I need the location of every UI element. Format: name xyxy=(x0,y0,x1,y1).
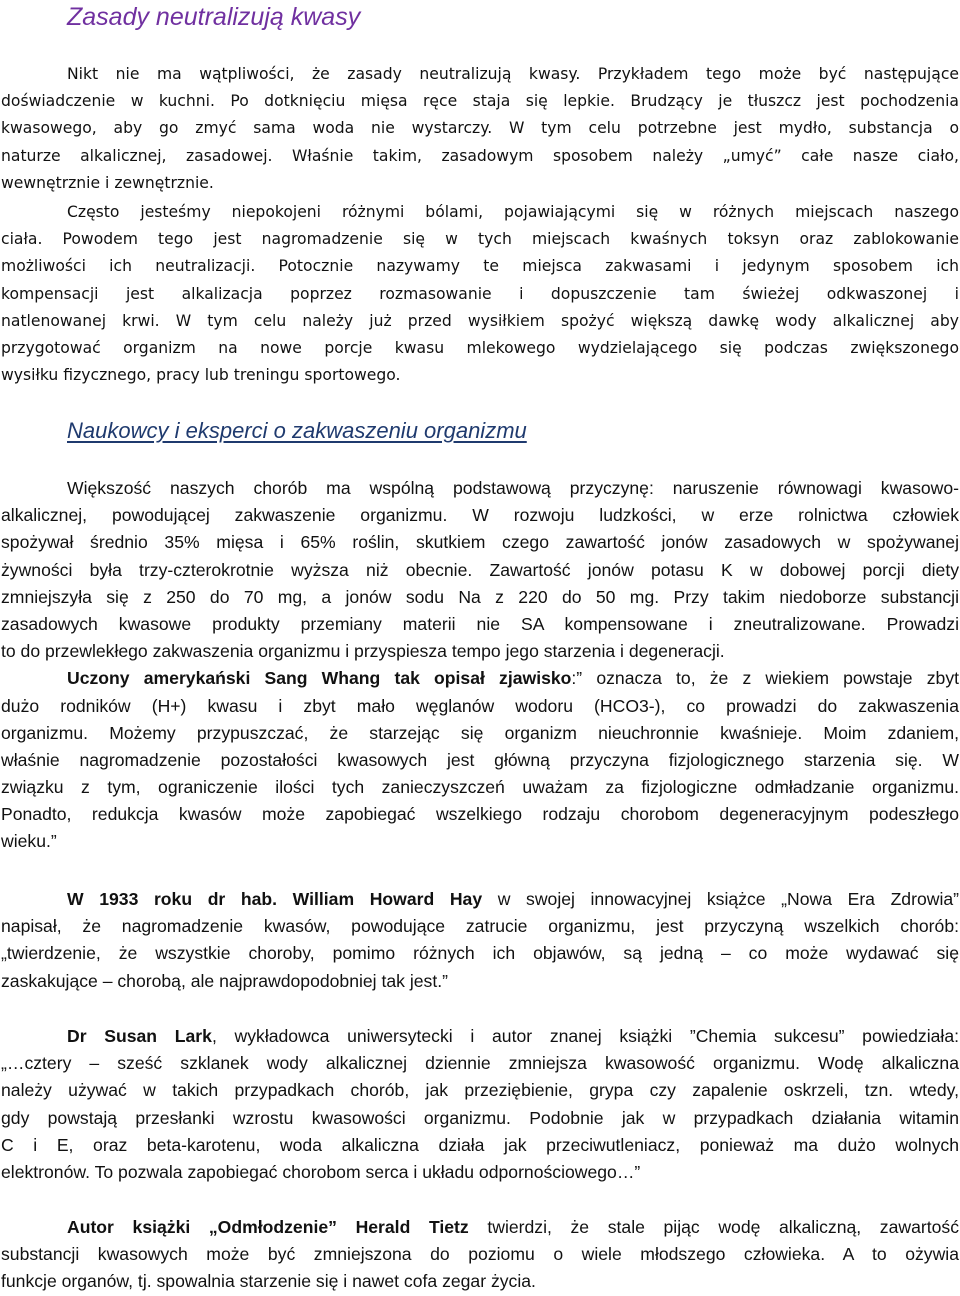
text-line: wieku.” xyxy=(1,831,57,852)
quote-date: W 1933 roku dr hab. xyxy=(67,889,278,909)
heading-scientists: Naukowcy i eksperci o zakwaszeniu organizmu xyxy=(67,418,527,443)
text-run: :” oznacza to, że z wiekiem powstaje zbyt xyxy=(571,668,959,689)
text-line: właśnie nagromadzenie pozostałości kwasowych jest główną przyczyna fizjologicznego starzenia się. W xyxy=(1,749,959,770)
text-line xyxy=(1,886,959,913)
text-line: alkalicznej, powodującej zakwaszenie organizmu. W rozwoju ludzkości, w erze rolnictwa człowiek xyxy=(1,505,959,526)
text-line: możliwości ich neutralizacji. Potocznie nazywamy te miejsca zakwasami i jedynym sposobem ich xyxy=(1,257,959,276)
text-line: Większość naszych chorób ma wspólną podstawową przyczynę: naruszenie równowagi kwasowo- xyxy=(67,478,959,498)
text-line: kwasowego, aby go zmyć sama woda nie wystarczy. W tym celu potrzebne jest mydło, substancja o xyxy=(1,119,959,138)
text-line: napisał, że nagromadzenie kwasów, powodujące zatrucie organizmu, jest przyczyną wszelkich chorób: xyxy=(1,916,959,937)
text-line: kompensacji jest alkalizacja poprzez rozmasowanie i dopuszczenie tam świeżej odkwaszonej i xyxy=(1,284,959,303)
quote-author-lark: Dr Susan Lark xyxy=(67,1026,212,1046)
text-line: naturze alkalicznej, zasadowej. Właśnie takim, zasadowym sposobem należy „umyć” całe nasze ciało, xyxy=(1,146,959,165)
text-line: C i E, oraz beta-karotenu, woda alkaliczna działa jak przeciwutleniacz, ponieważ ma dużo wolnych xyxy=(1,1134,959,1155)
text-run: , wykładowca uniwersytecki i autor znanej książki ”Chemia sukcesu” powiedziała: xyxy=(211,1026,959,1046)
text-line: wewnętrznie i zewnętrznie. xyxy=(1,173,214,192)
text-line xyxy=(1,1214,959,1241)
text-line: natlenowanej krwi. W tym celu należy już przed wysiłkiem spożyć większą dawkę wody alkalicznej aby xyxy=(1,311,959,330)
text-line: zaskakujące – chorobą, ale najprawdopodobniej tak jest.” xyxy=(1,970,448,991)
text-line: organizmu. Możemy przypuszczać, że starzejąc się organizm nieuchronnie kwaśnieje. Moim zdaniem, xyxy=(1,722,959,743)
paragraph-lark xyxy=(1,1023,959,1186)
heading-acids-neutralize: Zasady neutralizują kwasy xyxy=(67,3,361,31)
text-line: żywności była trzy-czterokrotnie wyższa niż obecnie. Zawartość jonów potasu K w dobowej porcji diety xyxy=(1,559,959,580)
quote-author-hay: William Howard Hay xyxy=(292,889,483,909)
text-line: należy używać w takich przypadkach chorób, jak przeziębienie, grypa czy zapalenie oskrzeli, tzn. wtedy, xyxy=(1,1080,959,1101)
paragraph-diseases xyxy=(1,475,959,856)
paragraph-hay xyxy=(1,886,959,995)
text-line: ciała. Powodem tego jest nagromadzenie się w tych miejscach kwaśnych toksyn oraz zablokowanie xyxy=(1,230,959,249)
text-line: funkcje organów, tj. spowalnia starzenie się i nawet cofa zegar życia. xyxy=(1,1271,536,1292)
text-line xyxy=(1,1023,959,1050)
quote-author-tietz: Autor książki „Odmłodzenie” Herald Tietz xyxy=(67,1217,469,1237)
text-line: zasadowych kwasowe produkty przemiany materii nie SA kompensowane i zneutralizowane. Prowadzi xyxy=(1,613,959,634)
text-line: Ponadto, redukcja kwasów może zapobiegać wszelkiego rodzaju chorobom degeneracyjnym podeszłego xyxy=(1,804,959,825)
text-run: twierdzi, że stale pijąc wodę alkaliczną, zawartość xyxy=(468,1217,959,1237)
text-line: elektronów. To pozwala zapobiegać chorobom serca i układu odpornościowego…” xyxy=(1,1161,641,1182)
text-line: doświadczenie w kuchni. Po dotknięciu mięsa ręce staja się lepkie. Brudzący je tłuszcz jest pochodzenia xyxy=(1,92,959,111)
quote-author-whang: Uczony amerykański Sang Whang tak opisał zjawisko xyxy=(67,668,572,689)
text-line: substancji kwasowych może być zmniejszona do poziomu o wiele młodszego człowieka. A to ożywia xyxy=(1,1244,959,1265)
text-line: „twierdzenie, że wszystkie choroby, pomimo różnych ich objawów, są jedną – co może wydawać się xyxy=(1,943,959,964)
text-line: Nikt nie ma wątpliwości, że zasady neutralizują kwasy. Przykładem tego może być następujące xyxy=(67,65,959,83)
text-line: Często jesteśmy niepokojeni różnymi bólami, pojawiającymi się w różnych miejscach naszego xyxy=(67,203,959,221)
text-line: dużo rodników (H+) kwasu i zbyt mało węglanów wodoru (HCO3-), co prowadzi do zakwaszenia xyxy=(1,695,959,716)
text-line: spożywał średnio 35% mięsa i 65% roślin, skutkiem czego zawartość jonów zasadowych w spożywanej xyxy=(1,532,959,553)
text-line: wysiłku fizycznego, pracy lub treningu sportowego. xyxy=(1,366,401,385)
text-run: w swojej innowacyjnej książce „Nowa Era Zdrowia” xyxy=(482,889,959,909)
text-line: przygotować organizm na nowe porcje kwasu mlekowego wydzielającego się podczas zwiększonego xyxy=(1,338,959,357)
paragraph-intro xyxy=(1,61,959,197)
text-line: to do przewlekłego zakwaszenia organizmu i przyspiesza tempo jego starzenia i degeneracji. xyxy=(1,641,725,662)
text-line: związku z tym, ograniczenie ilości tych zanieczyszczeń uważam za fizjologiczne odmładzanie organizmu. xyxy=(1,777,959,798)
text-line: zmniejszyła się z 250 do 70 mg, a jonów sodu Na z 220 do 50 mg. Przy takim niedoborze substancji xyxy=(1,586,959,607)
text-line: „…cztery – sześć szklanek wody alkalicznej dziennie zmniejsza kwasowość organizmu. Wodę alkaliczna xyxy=(1,1053,959,1074)
paragraph-tietz xyxy=(1,1214,959,1296)
text-line xyxy=(1,665,959,692)
text-line: gdy powstają przesłanki wzrostu kwasowości organizmu. Podobnie jak w przypadkach działania witamin xyxy=(1,1107,959,1128)
paragraph-pains xyxy=(1,199,959,389)
